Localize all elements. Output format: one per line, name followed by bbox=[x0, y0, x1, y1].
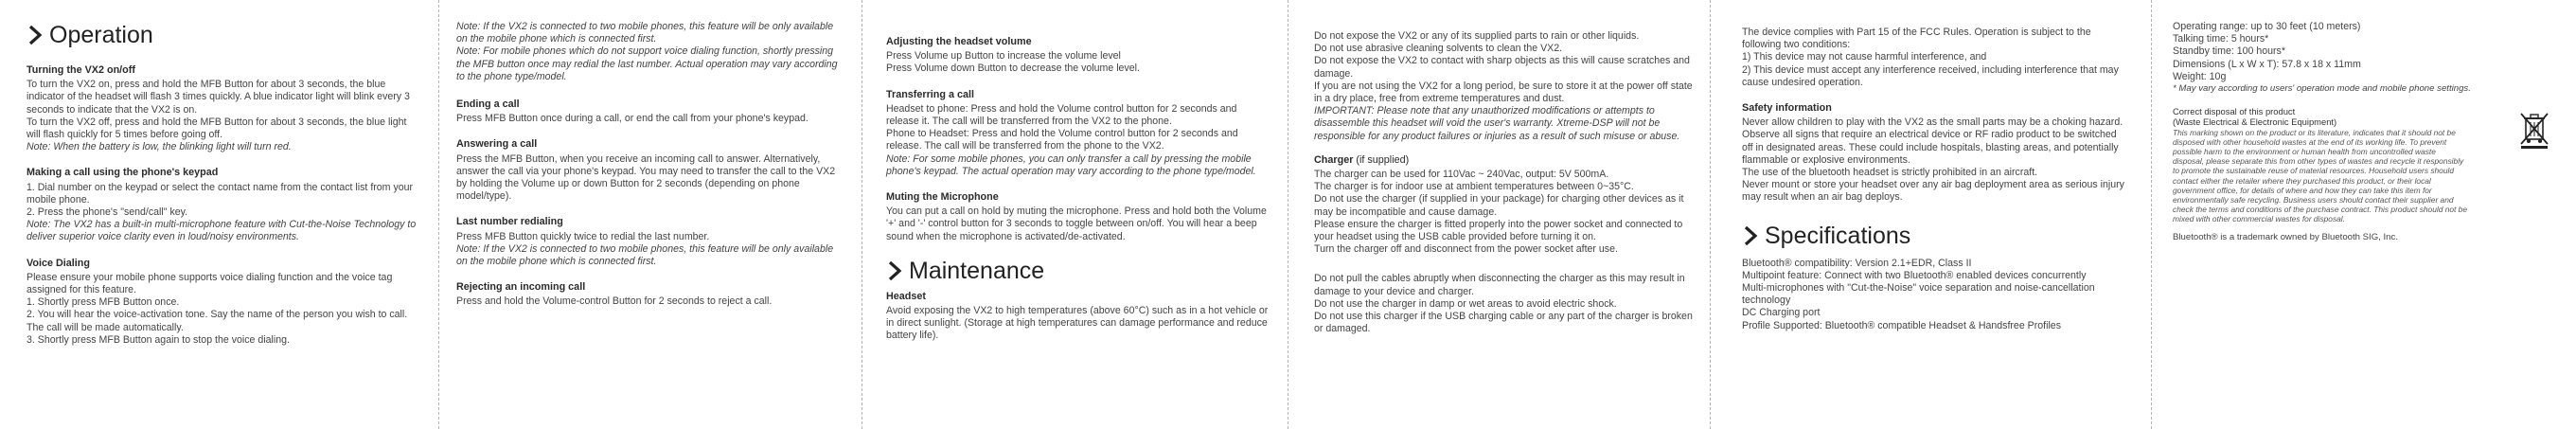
column-operation bbox=[27, 0, 422, 429]
disposal-section bbox=[2173, 106, 2551, 224]
operation-title-text: Operation bbox=[49, 22, 153, 48]
section-cables bbox=[1314, 273, 1695, 335]
section-redial bbox=[456, 216, 846, 268]
trademark-text: Bluetooth® is a trademark owned by Bluetooth SIG, Inc. bbox=[2173, 231, 2398, 242]
section-text: Press Volume up Button to increase the volume level Press Volume down Button to decrease the volume level. bbox=[886, 50, 1140, 75]
section-heading: Headset bbox=[886, 290, 927, 302]
section-volume bbox=[886, 36, 1272, 76]
section-heading: Last number redialing bbox=[456, 216, 563, 228]
section-heading: Answering a call bbox=[456, 138, 538, 151]
disposal-subheading: (Waste Electrical & Electronic Equipment) bbox=[2173, 116, 2337, 128]
section-text: Press MFB Button once during a call, or end the call from your phone's keypad. bbox=[456, 113, 808, 125]
spec-continued-text: Operating range: up to 30 feet (10 meters) Talking time: 5 hours* Standby time: 100 hours* Dimensions (L x W x T): 57.8 x 18 x 11mm Weight: 10g bbox=[2173, 21, 2361, 82]
spec-text: Bluetooth® compatibility: Version 2.1+EDR, Class II Multipoint feature: Connect with two Bluetooth® enabled devices concurrently Multi-microphones with "Cut-the-Noise" voice separation and noise-cancellation technology DC Charging port Profile Supported: Bluetooth® compatible Headset & Handsfree Profiles bbox=[1742, 257, 2095, 331]
section-note: Note: If the VX2 is connected to two mobile phones, this feature will be only available on the mobile phone which is connected first. bbox=[456, 242, 834, 268]
section-headset bbox=[886, 291, 1272, 343]
section-heading: Ending a call bbox=[456, 98, 520, 111]
spec-continued bbox=[2173, 21, 2551, 95]
column-volume-maintenance bbox=[886, 0, 1272, 429]
charger-heading-text: Charger bbox=[1314, 153, 1354, 166]
weee-crossed-bin-icon bbox=[2517, 110, 2551, 150]
column-divider bbox=[438, 0, 439, 429]
care-text: Do not expose the VX2 or any of its supplied parts to rain or other liquids. Do not use abrasive cleaning solvents to clean the VX2. Do not expose the VX2 to contact with sharp objects as this will cause scratches and damage. If you are not using the VX2 for a long period, be sure to store it at the power off state in a dry place, free from extreme temperatures and dust. bbox=[1314, 30, 1693, 105]
disposal-heading: Correct disposal of this product bbox=[2173, 105, 2296, 116]
section-turning-on-off bbox=[27, 64, 422, 153]
intro-note-text: Note: If the VX2 is connected to two mobile phones, this feature will be only available on the mobile phone which is connected first. Note: For mobile phones which do not support voice dialing function, shortly pressing the MFB button once may redial the last number. Actual operation may vary according to the phone type/model. bbox=[456, 21, 838, 82]
section-rejecting-call bbox=[456, 281, 846, 308]
spacer bbox=[2173, 224, 2551, 232]
section-text: Avoid exposing the VX2 to high temperatures (above 60°C) such as in a hot vehicle or in direct sunlight. (Storage at high temperatures can damage performance and reduce battery life). bbox=[886, 305, 1269, 342]
column-divider bbox=[1710, 0, 1711, 429]
column-calls bbox=[456, 0, 846, 429]
charger-text: The charger can be used for 110Vac ~ 240Vac, output: 5V 500mA. The charger is for indoor use at ambient temperatures between 0~35°C. Do not use the charger (if supplied in your package) for charging other devices as it may be incompatible and cause damage. Please ensure the charger is fitted properly into the power socket and connected to your headset using the USB cable provided before turning it on. Turn the charger off and disconnect from the power socket after use. bbox=[1314, 169, 1684, 256]
column-care-charger bbox=[1314, 0, 1695, 429]
section-heading: Safety information bbox=[1742, 102, 1832, 115]
section-heading: Making a call using the phone's keypad bbox=[27, 167, 219, 179]
charger-heading bbox=[1314, 154, 1695, 167]
section-text: Press the MFB Button, when you receive an incoming call to answer. Alternatively, answer the call via your phone's keypad. You may need to transfer the call to the VX2 by holding the Volume up or down Button for 2 seconds (depending on phone model/type). bbox=[456, 152, 836, 203]
section-transferring bbox=[886, 89, 1272, 178]
section-note: Note: For some mobile phones, you can only transfer a call by pressing the mobile phone's keypad. The actual operation may vary according to the phone type/model. bbox=[886, 152, 1256, 177]
section-heading: Voice Dialing bbox=[27, 257, 90, 269]
safety-text: Never allow children to play with the VX2 as the small parts may be a choking hazard. Observe all signs that require an electrical device or RF radio product to be switched off in designated areas. These could include hospitals, blasting areas, and potentially flammable or explosive environments. The use of the bluetooth headset is strictly prohibited in an aircraft. Never mount or store your headset over any air bag deployment area as serious injury may result when an air bag deploys. bbox=[1742, 116, 2124, 204]
charger-heading-sub: (if supplied) bbox=[1353, 153, 1410, 166]
section-text: Press MFB Button quickly twice to redial the last number. bbox=[456, 230, 710, 242]
section-text: To turn the VX2 on, press and hold the MFB Button for about 3 seconds, the blue indicator of the headset will flash 3 times quickly. A blue indicator light will blink every 3 seconds to indicate that the VX2 is on. To turn the VX2 off, press and hold the MFB Button for about 3 seconds, the blue light will flash quickly for 5 times before going off. bbox=[27, 79, 410, 141]
maintenance-title-text: Maintenance bbox=[909, 257, 1045, 284]
section-heading: Adjusting the headset volume bbox=[886, 36, 1032, 47]
section-ending-call bbox=[456, 98, 846, 125]
disposal-text: This marking shown on the product or its literature, indicates that it should not be disposed with other household wastes at the end of its working life. To prevent possible harm to the environment or human health from uncontrolled waste disposal, please separate this from other types of wastes and recycle it responsibly to promote the sustainable reuse of material resources. Household users should contact either the retailer where they purchased this product, or their local government office, for details of where and how they can take this item for environmentally safe recycling. Business users should contact their supplier and check the terms and conditions of the purchase contract. This product should not be mixed with other commercial wastes for disposal. bbox=[2173, 127, 2467, 224]
section-text: You can put a call on hold by muting the microphone. Press and hold both the Volume '+' and '-' control button for 3 seconds to toggle between on/off. You will hear a beep sound when the microphone is activated/de-activated. bbox=[886, 206, 1267, 242]
section-safety bbox=[1742, 102, 2130, 205]
section-heading: Muting the Microphone bbox=[886, 191, 999, 204]
specifications-title bbox=[1742, 222, 2130, 250]
chevron-right-icon bbox=[1742, 224, 1761, 247]
chevron-right-icon bbox=[886, 259, 905, 282]
section-text: 1. Dial number on the keypad or select the contact name from the contact list from your mobile phone. 2. Press the phone's "send/call" key. bbox=[27, 181, 414, 219]
column-divider bbox=[2151, 0, 2152, 429]
section-muting bbox=[886, 191, 1272, 243]
spec-list bbox=[1742, 258, 2130, 332]
section-heading: Turning the VX2 on/off bbox=[27, 64, 135, 76]
cables-text: Do not pull the cables abruptly when disconnecting the charger as this may result in damage to your device and charger. Do not use the charger in damp or wet areas to avoid electric shock. Do not use this charger if the USB charging cable or any part of the charger is broken or damaged. bbox=[1314, 273, 1693, 335]
maintenance-title bbox=[886, 257, 1272, 285]
intro-notes bbox=[456, 21, 846, 83]
chevron-right-icon bbox=[27, 24, 45, 46]
section-fcc bbox=[1742, 27, 2130, 89]
section-heading: Transferring a call bbox=[886, 88, 975, 100]
operation-title bbox=[27, 21, 422, 49]
section-charger bbox=[1314, 154, 1695, 257]
section-text: Press and hold the Volume-control Button for 2 seconds to reject a call. bbox=[456, 295, 773, 308]
fcc-text: The device complies with Part 15 of the FCC Rules. Operation is subject to the following two conditions: 1) This device may not cause harmful interference, and 2) This device must accept any interference received, including interference that may cause undesired operation. bbox=[1742, 27, 2119, 88]
care-intro bbox=[1314, 30, 1695, 143]
care-note: IMPORTANT: Please note that any unauthorized modifications or attempts to disassemble this headset will void the user's warranty. Xtreme-DSP will not be responsible for any product failures or injuries as a result of such misuse or abuse. bbox=[1314, 105, 1680, 142]
section-heading: Rejecting an incoming call bbox=[456, 281, 586, 294]
column-fcc-safety-specs bbox=[1742, 0, 2130, 429]
section-note: Note: The VX2 has a built-in multi-microphone feature with Cut-the-Noise Technology to deliver superior voice clarity even in loud/noisy environments. bbox=[27, 219, 417, 243]
column-specs-disposal bbox=[2173, 0, 2551, 429]
spec-note: * May vary according to users' operation mode and mobile phone settings. bbox=[2173, 83, 2471, 95]
section-making-call bbox=[27, 167, 422, 243]
section-text: Headset to phone: Press and hold the Volume control button for 2 seconds and release it. The call will be transferred from the VX2 to the phone. Phone to Headset: Press and hold the Volume control button for 2 seconds and release. The call will be transferred from the phone to the VX2. bbox=[886, 102, 1238, 152]
specifications-title-text: Specifications bbox=[1765, 222, 1911, 249]
section-voice-dialing bbox=[27, 258, 422, 347]
section-text: Please ensure your mobile phone supports voice dialing function and the voice tag assigned for this feature. 1. Shortly press MFB Button once. 2. You will hear the voice-activation tone. Say the name of the person you wish to call. The call will be made automatically. 3. Shortly press MFB Button again to stop the voice dialing. bbox=[27, 271, 408, 346]
section-answering-call bbox=[456, 138, 846, 203]
section-note: Note: When the battery is low, the blinking light will turn red. bbox=[27, 141, 292, 153]
